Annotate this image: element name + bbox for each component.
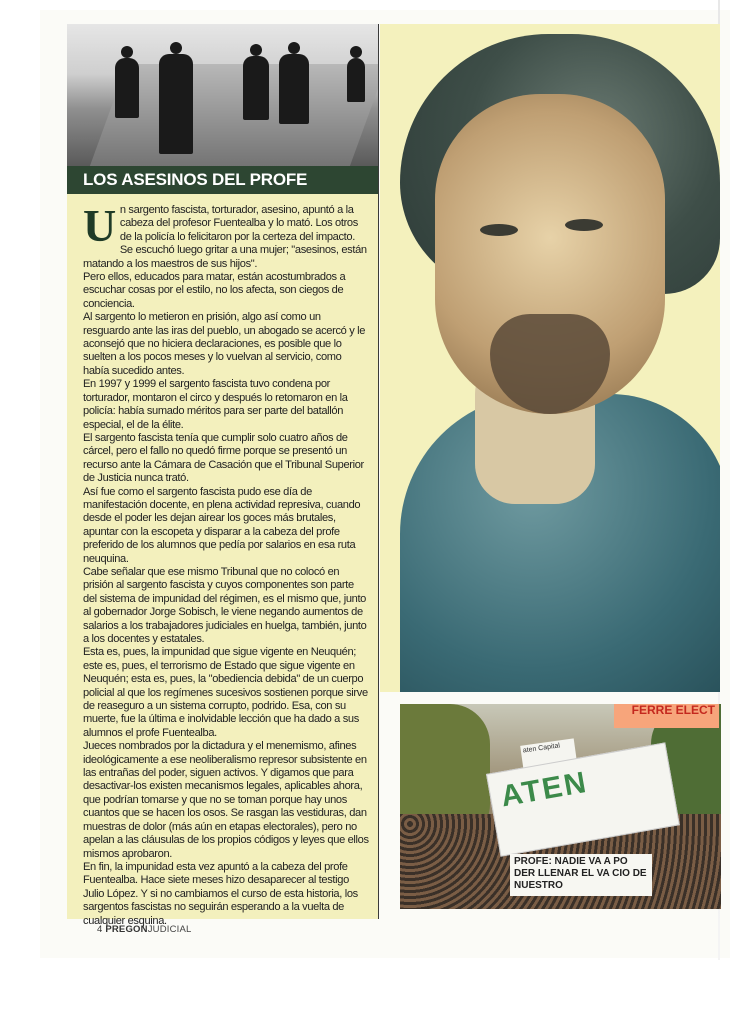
- article-paragraph: Pero ellos, educados para matar, están acostumbrados a escuchar cosas por el estilo, no los afecta, son ciegos de conciencia.: [83, 271, 346, 310]
- article-paragraph: n sargento fascista, torturador, asesino, apuntó a la cabeza del profesor Fuentealba y lo mató. Los otros de la policía lo felicitaron por la certeza del impacto. Se escuchó luego gritar a una mujer; "asesinos, están matando a los maestros de sus hijos".: [83, 204, 367, 270]
- article-paragraph: El sargento fascista tenía que cumplir solo cuatro años de cárcel, pero el fallo no quedó firme porque se presentó un recurso ante la Cámara de Casación que el Tribunal Superior de Justicia nunca trató.: [83, 431, 364, 485]
- article-column: [67, 24, 379, 927]
- police-figure: [159, 54, 193, 154]
- article-paragraph: Al sargento lo metieron en prisión, algo así como un resguardo ante las iras del pueblo, un abogado se acercó y le aconsejó que no hiciera declaraciones, es posible que lo suelten a los pocos meses y lo vuelvan al servicio, como había sucedido antes.: [83, 311, 366, 377]
- protest-photo: [400, 704, 721, 909]
- article-paragraph: En fin, la impunidad esta vez apuntó a la cabeza del profe Fuentealba. Hace siete meses hizo desaparecer al testigo Julio López. Y si no cambiamos el curso de esta historia, los sargentos fascistas no seguirán esperando a la vuelta de cualquier esquina.: [83, 860, 358, 927]
- protest-banner-text: ATEN: [498, 765, 591, 814]
- article-paragraph: Esta es, pues, la impunidad que sigue vigente en Neuquén; este es, pues, el terrorismo de Estado que sigue vigente en Neuquén; esta es, pues, la "obediencia debida" de un cuerpo policial al que los regímenes sucesivos sostienen porque sirve de reaseguro a un sistema corrupto, podrido. Esa, con su muerte, fue la última e inolvidable lección que ha dado a sus alumnos el profe Fuentealba.: [83, 646, 368, 739]
- publication-name: PREGON: [105, 924, 148, 935]
- drop-cap: U: [83, 200, 116, 251]
- police-silhouettes-photo: [67, 24, 378, 166]
- left-eye: [480, 224, 518, 236]
- police-figure: [115, 58, 139, 118]
- police-figure: [243, 56, 269, 120]
- page-number: 4: [97, 924, 103, 935]
- police-figure: [347, 58, 365, 102]
- page-footer: [97, 924, 192, 935]
- shop-sign: FERRE ELECT: [614, 704, 719, 728]
- article-headline: LOS ASESINOS DEL PROFE: [67, 166, 378, 194]
- article-paragraph: Así fue como el sargento fascista pudo ese día de manifestación docente, en plena actividad represiva, cuando desde el poder les dejan airear los goces más brutales, apuntar con la escopeta y disparar a la cabeza del profe preferido de los alumnos que pedía por salarios en esa ruta neuquina.: [83, 485, 361, 565]
- police-figure: [279, 54, 309, 124]
- portrait-photo: [380, 24, 720, 692]
- publication-section: JUDICIAL: [147, 924, 192, 935]
- small-banner: aten Capital: [520, 738, 578, 775]
- article-body: [83, 200, 370, 928]
- right-eye: [565, 219, 603, 231]
- protest-sign: PROFE: NADIE VA A PO DER LLENAR EL VA CIO DE NUESTRO: [510, 854, 652, 896]
- article-paragraph: En 1997 y 1999 el sargento fascista tuvo condena por torturador, montaron el circo y después lo retomaron en la policía: había sumado méritos para ser parte del batallón especial, el de la élite.: [83, 378, 348, 431]
- article-paragraph: Jueces nombrados por la dictadura y el menemismo, afines ideológicamente a ese neoliberalismo represor subsistente en las entrañas del poder, siguen activos. Y digamos que para desactivar-los existen mecanismos legales, aplicables ahora, que podrían tomarse y que no se toman porque hay unos cuantos que se hacen los osos. Se rasgan las vestiduras, dan muestras de dolor (más aún en etapas electorales), pero no apelan a las cláusulas de los propios códigos y leyes que ellos mismos aprobaron.: [83, 740, 369, 860]
- article-paragraph: Cabe señalar que ese mismo Tribunal que no colocó en prisión al sargento fascista y cuyos componentes son parte del sistema de impunidad del régimen, es el mismo que, junto al gobernador Jorge Sobisch, le viene negando aumentos de salarios a los trabajadores judiciales en huelga, también, junto a los docentes y estatales.: [83, 565, 367, 645]
